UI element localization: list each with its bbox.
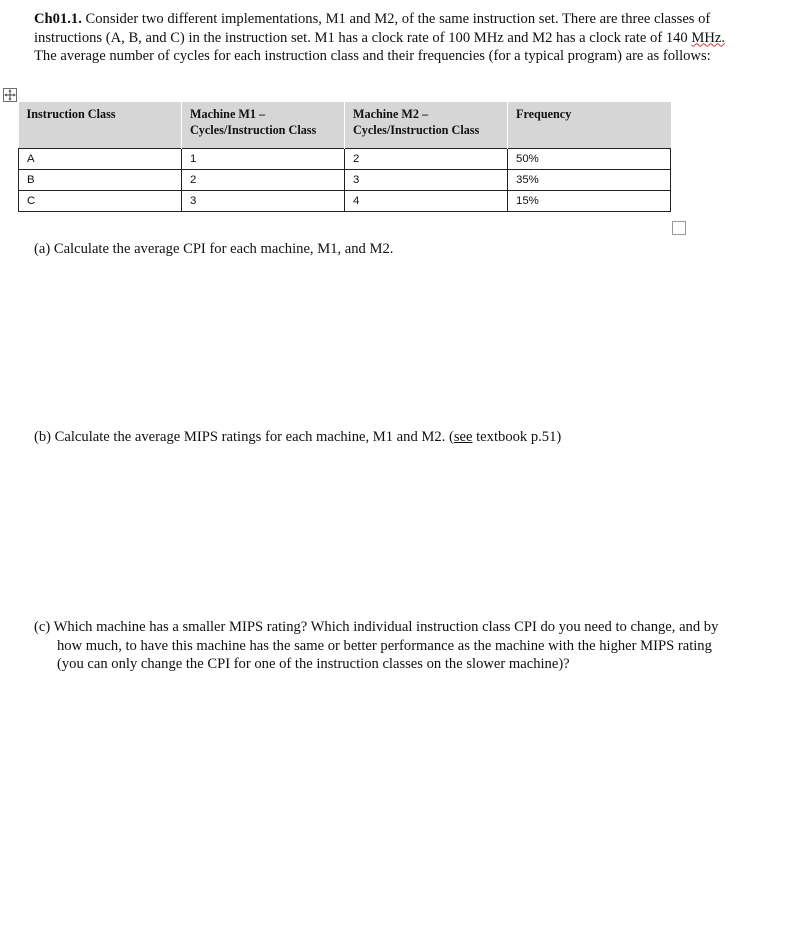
cell-m2-cycles: 4 bbox=[345, 190, 508, 211]
question-c: (c) Which machine has a smaller MIPS rating? Which individual instruction class CPI do you need to change, and by how much, to have this machine has the same or better performance as the machine with the higher MIPS rating (you can only change the CPI for one of the instruction classes on the slower machine)? bbox=[34, 619, 719, 673]
problem-text-1: Consider two different implementations, M1 and M2, of the same instruction set. There are three classes of instructions (A, B, and C) in the instruction set. M1 has a clock rate of 100 MHz and M2 has a clock rate of 140 bbox=[34, 11, 711, 46]
cell-m1-cycles: 1 bbox=[182, 148, 345, 169]
question-b-text: (b) Calculate the average MIPS ratings for each machine, M1 and M2. ( bbox=[34, 429, 454, 445]
header-frequency: Frequency bbox=[508, 102, 671, 148]
cycles-table bbox=[18, 102, 671, 212]
header-instruction-class: Instruction Class bbox=[19, 102, 182, 148]
cell-class: B bbox=[19, 169, 182, 190]
question-b bbox=[34, 428, 724, 447]
cell-frequency: 15% bbox=[508, 190, 671, 211]
cell-m1-cycles: 2 bbox=[182, 169, 345, 190]
cell-frequency: 50% bbox=[508, 148, 671, 169]
table-row bbox=[19, 169, 671, 190]
problem-statement bbox=[34, 10, 734, 66]
textbook-reference-link[interactable]: see bbox=[453, 429, 473, 445]
header-machine-m1: Machine M1 – Cycles/Instruction Class bbox=[182, 102, 345, 148]
table-resize-handle[interactable] bbox=[672, 221, 686, 235]
table-move-handle[interactable] bbox=[3, 88, 17, 102]
cell-class: A bbox=[19, 148, 182, 169]
table-row bbox=[19, 148, 671, 169]
move-arrows-icon bbox=[4, 89, 16, 101]
header-machine-m2: Machine M2 – Cycles/Instruction Class bbox=[345, 102, 508, 148]
cell-frequency: 35% bbox=[508, 169, 671, 190]
table-row bbox=[19, 190, 671, 211]
cell-m2-cycles: 3 bbox=[345, 169, 508, 190]
cell-class: C bbox=[19, 190, 182, 211]
table-header-row bbox=[19, 102, 671, 148]
cell-m2-cycles: 2 bbox=[345, 148, 508, 169]
question-a: (a) Calculate the average CPI for each machine, M1, and M2. bbox=[34, 241, 394, 257]
problem-label: Ch01.1. bbox=[34, 11, 82, 27]
question-b-after: textbook p.51) bbox=[472, 429, 562, 445]
problem-text-2: The average number of cycles for each instruction class and their frequencies (for a typical program) are as follows: bbox=[34, 48, 711, 65]
cell-m1-cycles: 3 bbox=[182, 190, 345, 211]
spellcheck-flagged-word[interactable]: MHz. bbox=[691, 29, 726, 46]
